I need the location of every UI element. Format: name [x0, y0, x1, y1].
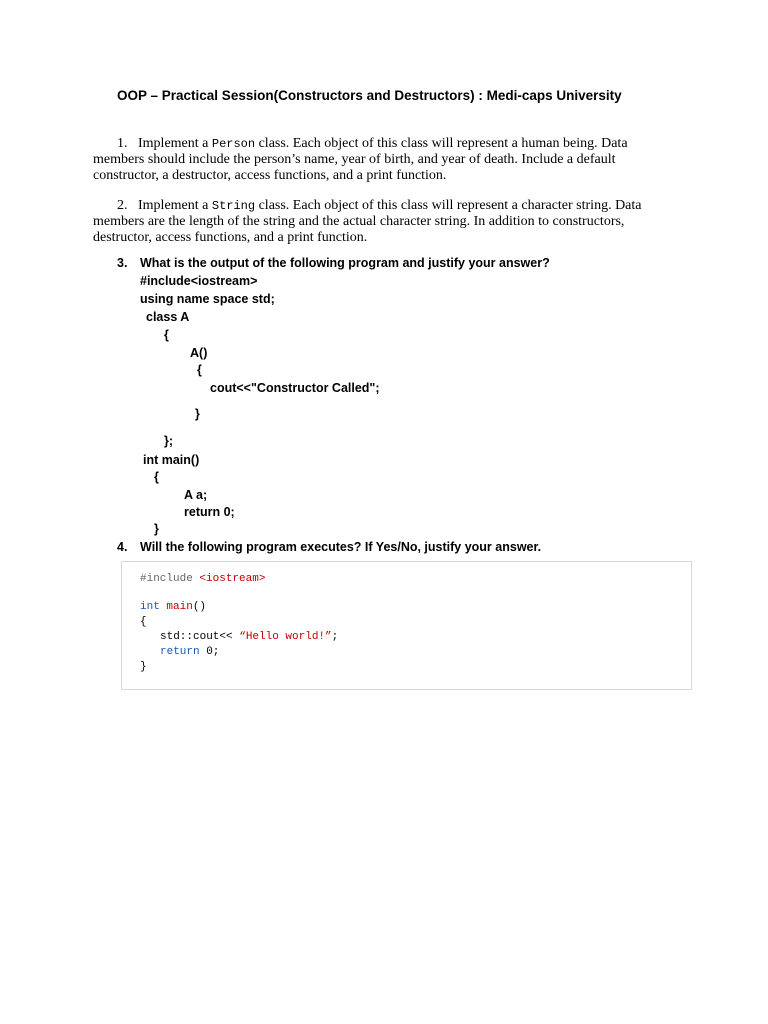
code-line: class A — [146, 310, 190, 324]
include-directive: #include — [140, 573, 193, 585]
person-class-name: Person — [211, 137, 256, 151]
code-line: } — [195, 407, 200, 421]
question-2-text-rest: class. Each object of this class will represent a character string. Data — [255, 198, 642, 213]
question-1 — [93, 136, 628, 184]
question-2-line-2: members are the length of the string and the actual character string. In addition to constructors, — [93, 214, 625, 229]
code-line: A() — [190, 346, 208, 360]
question-3-number: 3. — [117, 256, 128, 270]
question-1-text-rest: class. Each object of this class will represent a human being. Data — [255, 136, 628, 151]
page-title: OOP – Practical Session(Constructors and Destructors) : Medi-caps University — [117, 88, 622, 103]
code-line: using name space std; — [140, 292, 275, 306]
code-brace-open: { — [140, 616, 147, 628]
code-line: #include<iostream> — [140, 274, 258, 288]
question-3-text: What is the output of the following program and justify your answer? — [140, 256, 550, 270]
question-2-number: 2. — [117, 198, 128, 213]
include-header: <iostream> — [199, 573, 266, 585]
question-4-number: 4. — [117, 540, 128, 554]
question-2-text-start: Implement a — [138, 198, 212, 213]
code-line: A a; — [184, 488, 208, 502]
code-line: }; — [164, 434, 174, 448]
question-2-line-3: destructor, access functions, and a print function. — [93, 230, 368, 245]
cout-prefix: std::cout<< — [160, 631, 240, 643]
function-main: main — [166, 601, 193, 613]
code-return-line — [160, 646, 219, 658]
hello-string: “Hello world!” — [239, 631, 332, 643]
question-1-line-2: members should include the person’s name, year of birth, and year of death. Include a default — [93, 152, 616, 167]
main-parens: () — [192, 601, 207, 613]
code-cout-line — [160, 631, 338, 643]
string-class-name: String — [211, 199, 256, 213]
cout-semicolon: ; — [331, 631, 339, 643]
question-1-number: 1. — [117, 136, 128, 151]
question-4-text: Will the following program executes? If Yes/No, justify your answer. — [140, 540, 542, 554]
question-1-text-start: Implement a — [138, 136, 212, 151]
code-include-line — [140, 573, 265, 585]
keyword-int: int — [140, 601, 160, 613]
code-line: int main() — [143, 453, 200, 467]
code-brace-close: } — [140, 661, 147, 673]
code-line: } — [154, 522, 159, 536]
keyword-return: return — [160, 646, 200, 658]
code-line: return 0; — [184, 505, 235, 519]
code-line: { — [154, 470, 159, 484]
code-line: { — [197, 363, 202, 377]
question-2 — [93, 198, 642, 246]
code-line: { — [164, 328, 169, 342]
code-main-signature — [140, 601, 206, 613]
question-1-line-3: constructor, a destructor, access functions, and a print function. — [93, 168, 447, 183]
return-value: 0; — [199, 646, 220, 658]
code-line: cout<<"Constructor Called"; — [210, 381, 380, 395]
